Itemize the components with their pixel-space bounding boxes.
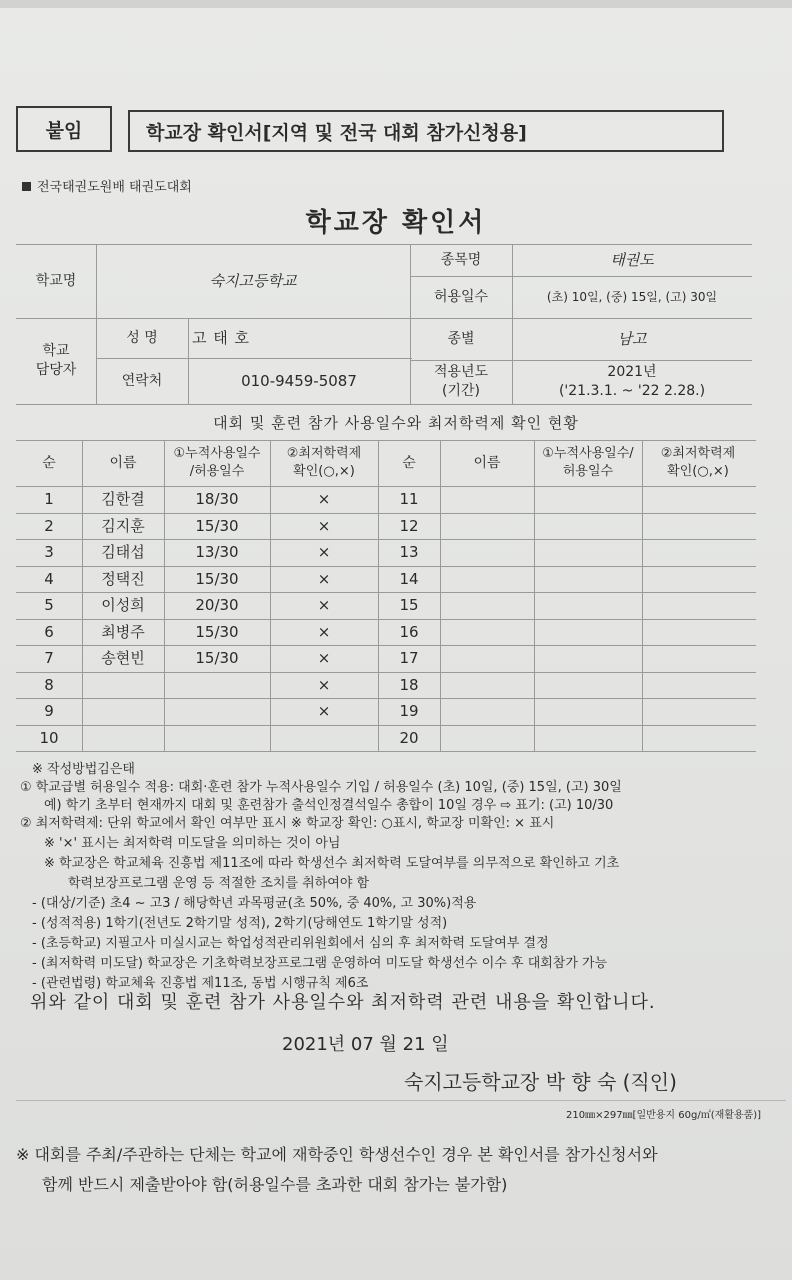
- used-days: 15/30: [195, 623, 239, 642]
- academic-check: ×: [317, 490, 331, 509]
- row-number: 15: [399, 596, 419, 615]
- row-number: 20: [399, 729, 419, 748]
- gender-value: 남고: [617, 329, 647, 348]
- academic-check: ×: [317, 543, 331, 562]
- confirmation-statement: 위와 같이 대회 및 훈련 참가 사용일수와 최저학력 관련 내용을 확인합니다.: [30, 992, 656, 1013]
- grid-line: [642, 440, 643, 751]
- header-days-left-line2: /허용일수: [189, 464, 245, 479]
- grid-line: [534, 440, 535, 751]
- academic-check: ×: [317, 649, 331, 668]
- academic-check: ×: [317, 570, 331, 589]
- student-name: 송현빈: [101, 649, 145, 668]
- note-3: ※ '×' 표시는 최저학력 미도달을 의미하는 것이 아님: [44, 836, 341, 851]
- header-days-right-line1: ①누적사용일수/: [542, 446, 634, 462]
- used-days: [164, 698, 270, 725]
- year-value-line2: ('21.3.1. ~ '22 2.28.): [558, 383, 706, 399]
- grid-line: [16, 404, 752, 405]
- contact-label-line1: 학교: [42, 343, 70, 360]
- principal-signature: 숙지고등학교장 박 향 숙 (직인): [404, 1070, 677, 1094]
- student-name: 이성희: [101, 596, 145, 615]
- row-number: 18: [399, 676, 419, 695]
- academic-check: ×: [317, 623, 331, 642]
- phone-label: 연락처: [121, 372, 163, 389]
- allowed-days-label: 허용일수: [433, 288, 489, 305]
- student-name: 정택진: [101, 570, 145, 589]
- header-name-left: 이름: [109, 454, 137, 471]
- header-name-right: 이름: [473, 454, 501, 471]
- used-days: [164, 725, 270, 752]
- row-number: 8: [44, 676, 54, 695]
- header-acad-right-line2: 확인(○,×): [667, 464, 729, 479]
- student-name: 최병주: [101, 623, 145, 642]
- footer-note-line2: 함께 반드시 제출받아야 함(허용일수를 초과한 대회 참가는 불가함): [42, 1175, 508, 1194]
- form-title-box: 학교장 확인서[지역 및 전국 대회 참가신청용]: [128, 110, 724, 152]
- note-4-cont: 학력보장프로그램 운영 등 적절한 조치를 취하여야 함: [68, 876, 370, 891]
- academic-check: ×: [317, 517, 331, 536]
- paper-spec: 210㎜×297㎜[일반용지 60g/㎡(재활용품)]: [566, 1110, 762, 1121]
- used-days: 15/30: [195, 517, 239, 536]
- header-acad-left: [270, 440, 378, 486]
- used-days: [164, 672, 270, 699]
- square-bullet-icon: [22, 182, 31, 191]
- footer-note-line1: ※ 대회를 주최/주관하는 단체는 학교에 재학중인 학생선수인 경우 본 확인서를 참가신청서와: [16, 1145, 658, 1164]
- note-grades: - (성적적용) 1학기(전년도 2학기말 성적), 2학기(당해연도 1학기말 성적): [32, 916, 448, 931]
- row-number: 7: [44, 649, 54, 668]
- row-number: 19: [399, 702, 419, 721]
- academic-check: ×: [317, 676, 331, 695]
- sport-value: 태권도: [610, 250, 654, 269]
- used-days: 15/30: [195, 649, 239, 668]
- student-name: 김한결: [101, 490, 145, 509]
- year-label-line1: 적용년도: [433, 364, 489, 381]
- row-number: 9: [44, 702, 54, 721]
- header-days-left: [164, 440, 270, 486]
- student-name: [82, 698, 164, 725]
- row-number: 4: [44, 570, 54, 589]
- row-number: 17: [399, 649, 419, 668]
- row-number: 16: [399, 623, 419, 642]
- header-days-right-line2: 허용일수: [562, 464, 614, 479]
- header-no-left: 순: [42, 454, 56, 471]
- school-value: 숙지고등학교: [209, 271, 297, 290]
- header-acad-left-line2: 확인(○,×): [293, 464, 355, 479]
- note-below-minimum: - (최저학력 미도달) 학교장은 기초학력보장프로그램 운영하여 미도달 학생선수 이수 후 대회참가 가능: [32, 956, 608, 971]
- grid-line: [440, 440, 441, 751]
- year-label-line2: (기간): [442, 383, 480, 399]
- row-number: 12: [399, 517, 419, 536]
- academic-check: ×: [317, 596, 331, 615]
- year-value-line1: 2021년: [607, 364, 657, 381]
- footer-divider: [16, 1100, 786, 1101]
- note-elementary: - (초등학교) 지필고사 미실시교는 학업성적관리위원회에서 심의 후 최저학력 도달여부 결정: [32, 936, 549, 951]
- used-days: 18/30: [195, 490, 239, 509]
- name-label: 성 명: [126, 329, 158, 346]
- header-acad-left-line1: ②최저학력제: [286, 446, 362, 462]
- row-number: 10: [39, 729, 59, 748]
- sport-label: 종목명: [440, 251, 482, 268]
- name-value: 고 태 호: [192, 328, 251, 347]
- note-1-example: 예) 학기 초부터 현재까지 대회 및 훈련참가 출석인정결석일수 총합이 10일 경우 ⇨ 표기: (고) 10/30: [44, 798, 614, 813]
- row-number: 1: [44, 490, 54, 509]
- note-law: - (관련법령) 학교체육 진흥법 제11조, 동법 시행규칙 제6조: [32, 976, 369, 991]
- allowed-days-value: (초) 10일, (중) 15일, (고) 30일: [546, 289, 718, 304]
- year-label: [410, 360, 512, 404]
- header-no-right: 순: [402, 454, 416, 471]
- header-days-left-line1: ①누적사용일수: [173, 446, 261, 462]
- contact-label: [16, 318, 96, 404]
- header-acad-right-line1: ②최저학력제: [660, 446, 736, 462]
- document-title: 학교장 확인서: [305, 208, 487, 238]
- contact-label-line2: 담당자: [35, 362, 77, 378]
- row-number: 3: [44, 543, 54, 562]
- row-number: 2: [44, 517, 54, 536]
- student-name: 김지훈: [101, 517, 145, 536]
- used-days: 15/30: [195, 570, 239, 589]
- note-heading: ※ 작성방법김은태: [32, 762, 135, 777]
- row-number: 5: [44, 596, 54, 615]
- school-label: 학교명: [35, 272, 77, 289]
- used-days: 20/30: [195, 596, 239, 615]
- section-title: 대회 및 훈련 참가 사용일수와 최저학력제 확인 현황: [213, 414, 579, 432]
- top-edge-strip: [0, 0, 792, 8]
- note-1: ① 학교급별 허용일수 적용: 대회·훈련 참가 누적사용일수 기입 / 허용일수 (초) 10일, (중) 15일, (고) 30일: [20, 780, 622, 795]
- header-acad-right: [642, 440, 754, 486]
- gender-label: 종별: [447, 330, 475, 347]
- year-value: [512, 360, 752, 404]
- student-name: [82, 672, 164, 699]
- header-days-right: [534, 440, 642, 486]
- issue-date: 2021년 07 월 21 일: [282, 1034, 449, 1055]
- student-name: 김태섭: [101, 543, 145, 562]
- row-number: 6: [44, 623, 54, 642]
- note-target: - (대상/기준) 초4 ~ 고3 / 해당학년 과목평균(초 50%, 중 40%, 고 30%)적용: [32, 896, 477, 911]
- row-number: 14: [399, 570, 419, 589]
- academic-check: [270, 725, 378, 752]
- student-name: [82, 725, 164, 752]
- event-name: [22, 176, 192, 195]
- note-2: ② 최저학력제: 단위 학교에서 확인 여부만 표시 ※ 학교장 확인: ○표시, 학교장 미확인: × 표시: [20, 816, 555, 831]
- row-number: 11: [399, 490, 419, 509]
- attachment-label-box: 붙임: [16, 106, 112, 152]
- academic-check: ×: [317, 702, 331, 721]
- event-name-text: 전국태권도원배 태권도대회: [37, 180, 192, 195]
- used-days: 13/30: [195, 543, 239, 562]
- note-4: ※ 학교장은 학교체육 진흥법 제11조에 따라 학생선수 최저학력 도달여부를 의무적으로 확인하고 기초: [44, 856, 620, 871]
- row-number: 13: [399, 543, 419, 562]
- phone-value: 010-9459-5087: [241, 371, 357, 390]
